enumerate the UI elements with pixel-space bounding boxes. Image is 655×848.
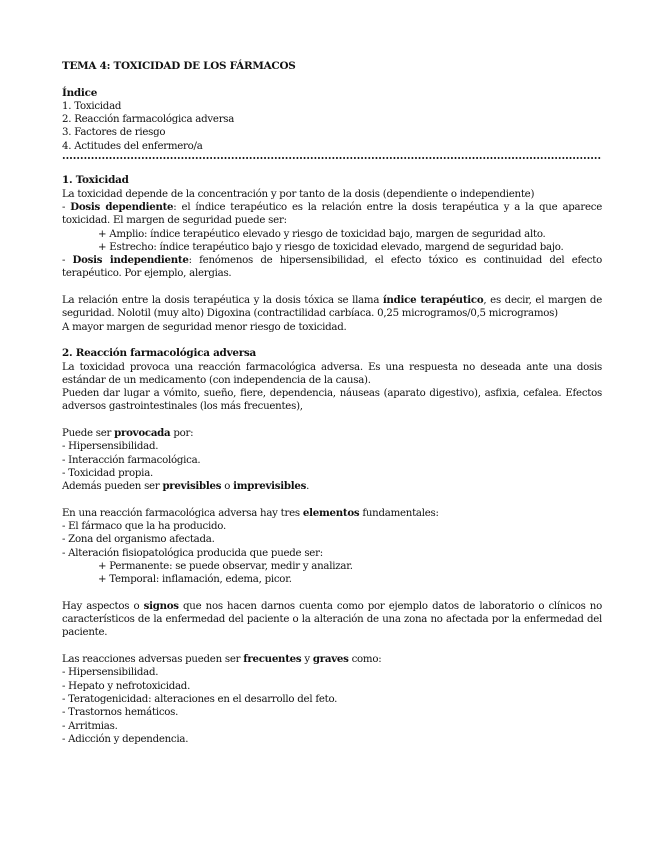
- bold-term: elementos: [302, 506, 360, 519]
- paragraph-indice-terapeutico: La relación entre la dosis terapéutica y la dosis tóxica se llama índice terapéutico, es decir, el margen de seguridad. Nolotil (muy alto) Digoxina (contractilidad carbíaca. 0,25 microgramos/0,5 microgramos): [62, 294, 602, 320]
- list-item: - Trastornos hemáticos.: [62, 707, 179, 719]
- list-item: - Hipersensibilidad.: [62, 441, 159, 453]
- list-item: - Adicción y dependencia.: [62, 733, 189, 745]
- list-item: - Zona del organismo afectada.: [62, 534, 215, 546]
- index-heading: Índice: [62, 86, 98, 99]
- paragraph-dosis-independiente: - Dosis independiente: fenómenos de hipersensibilidad, el efecto tóxico es continuidad del efecto terapéutico. Por ejemplo, alergias.: [62, 254, 602, 280]
- bullet-item: + Temporal: inflamación, edema, picor.: [98, 574, 292, 586]
- paragraph-previsibles: Además pueden ser previsibles o imprevisibles.: [62, 480, 310, 493]
- bold-term: provocada: [114, 427, 171, 440]
- bold-term: Dosis dependiente: [70, 200, 174, 213]
- list-item: - Teratogenicidad: alteraciones en el desarrollo del feto.: [62, 693, 338, 705]
- bold-term: índice terapéutico: [382, 294, 484, 307]
- bold-term: graves: [312, 653, 349, 666]
- paragraph-signos: Hay aspectos o signos que nos hacen darnos cuenta como por ejemplo datos de laboratorio o clínicos no característicos de la enfermedad del paciente o la alteración de una zona no afectada por la enfermedad del paciente.: [62, 599, 603, 639]
- section-2-heading: 2. Reacción farmacológica adversa: [62, 347, 257, 360]
- paragraph-elementos: En una reacción farmacológica adversa hay tres elementos fundamentales:: [62, 506, 439, 519]
- bullet-item: + Estrecho: índice terapéutico bajo y riesgo de toxicidad elevado, margend de seguridad bajo.: [98, 241, 564, 253]
- index-item: 4. Actitudes del enfermero/a: [62, 140, 203, 152]
- document-page: [62, 60, 602, 746]
- list-item: - Hipersensibilidad.: [62, 667, 159, 679]
- paragraph: Pueden dar lugar a vómito, sueño, fiere, dependencia, náuseas (aparato digestivo), asfixia, cefalea. Efectos adversos gastrointestinales (los más frecuentes),: [62, 388, 602, 413]
- bold-term: frecuentes: [243, 653, 302, 666]
- index-item: 3. Factores de riesgo: [62, 127, 166, 139]
- list-item: - Alteración fisiopatológica producida que puede ser:: [62, 547, 323, 559]
- index-item: 1. Toxicidad: [62, 100, 122, 112]
- bold-term: previsibles: [162, 480, 222, 493]
- bold-term: imprevisibles: [233, 480, 307, 493]
- paragraph: A mayor margen de seguridad menor riesgo de toxicidad.: [62, 321, 347, 333]
- bold-term: Dosis independiente: [72, 254, 189, 267]
- paragraph: La toxicidad depende de la concentración y por tanto de la dosis (dependiente o independiente): [62, 188, 535, 200]
- list-item: - Arritmias.: [62, 720, 118, 732]
- index-item: 2. Reacción farmacológica adversa: [62, 114, 235, 126]
- paragraph-frecuentes: Las reacciones adversas pueden ser frecuentes y graves como:: [62, 653, 382, 666]
- list-item: - Interacción farmacológica.: [62, 454, 201, 466]
- list-item: - Hepato y nefrotoxicidad.: [62, 680, 191, 692]
- bold-term: signos: [143, 599, 179, 612]
- list-item: - El fármaco que la ha producido.: [62, 521, 226, 533]
- dotted-separator: [62, 157, 602, 159]
- paragraph-dosis-dependiente: - Dosis dependiente: el índice terapéutico es la relación entre la dosis terapéutica y a la que aparece toxicidad. El margen de seguridad puede ser:: [62, 200, 603, 227]
- paragraph-provocada: Puede ser provocada por:: [62, 427, 194, 440]
- list-item: - Toxicidad propia.: [62, 467, 154, 479]
- paragraph: La toxicidad provoca una reacción farmacológica adversa. Es una respuesta no deseada ante una dosis estándar de un medicamento (con independencia de la causa).: [62, 361, 602, 386]
- section-1-heading: 1. Toxicidad: [62, 174, 129, 187]
- document-title: TEMA 4: TOXICIDAD DE LOS FÁRMACOS: [62, 60, 296, 72]
- bullet-item: + Permanente: se puede observar, medir y analizar.: [98, 560, 353, 572]
- bullet-item: + Amplio: índice terapéutico elevado y riesgo de toxicidad bajo, margen de seguridad alto.: [98, 228, 546, 240]
